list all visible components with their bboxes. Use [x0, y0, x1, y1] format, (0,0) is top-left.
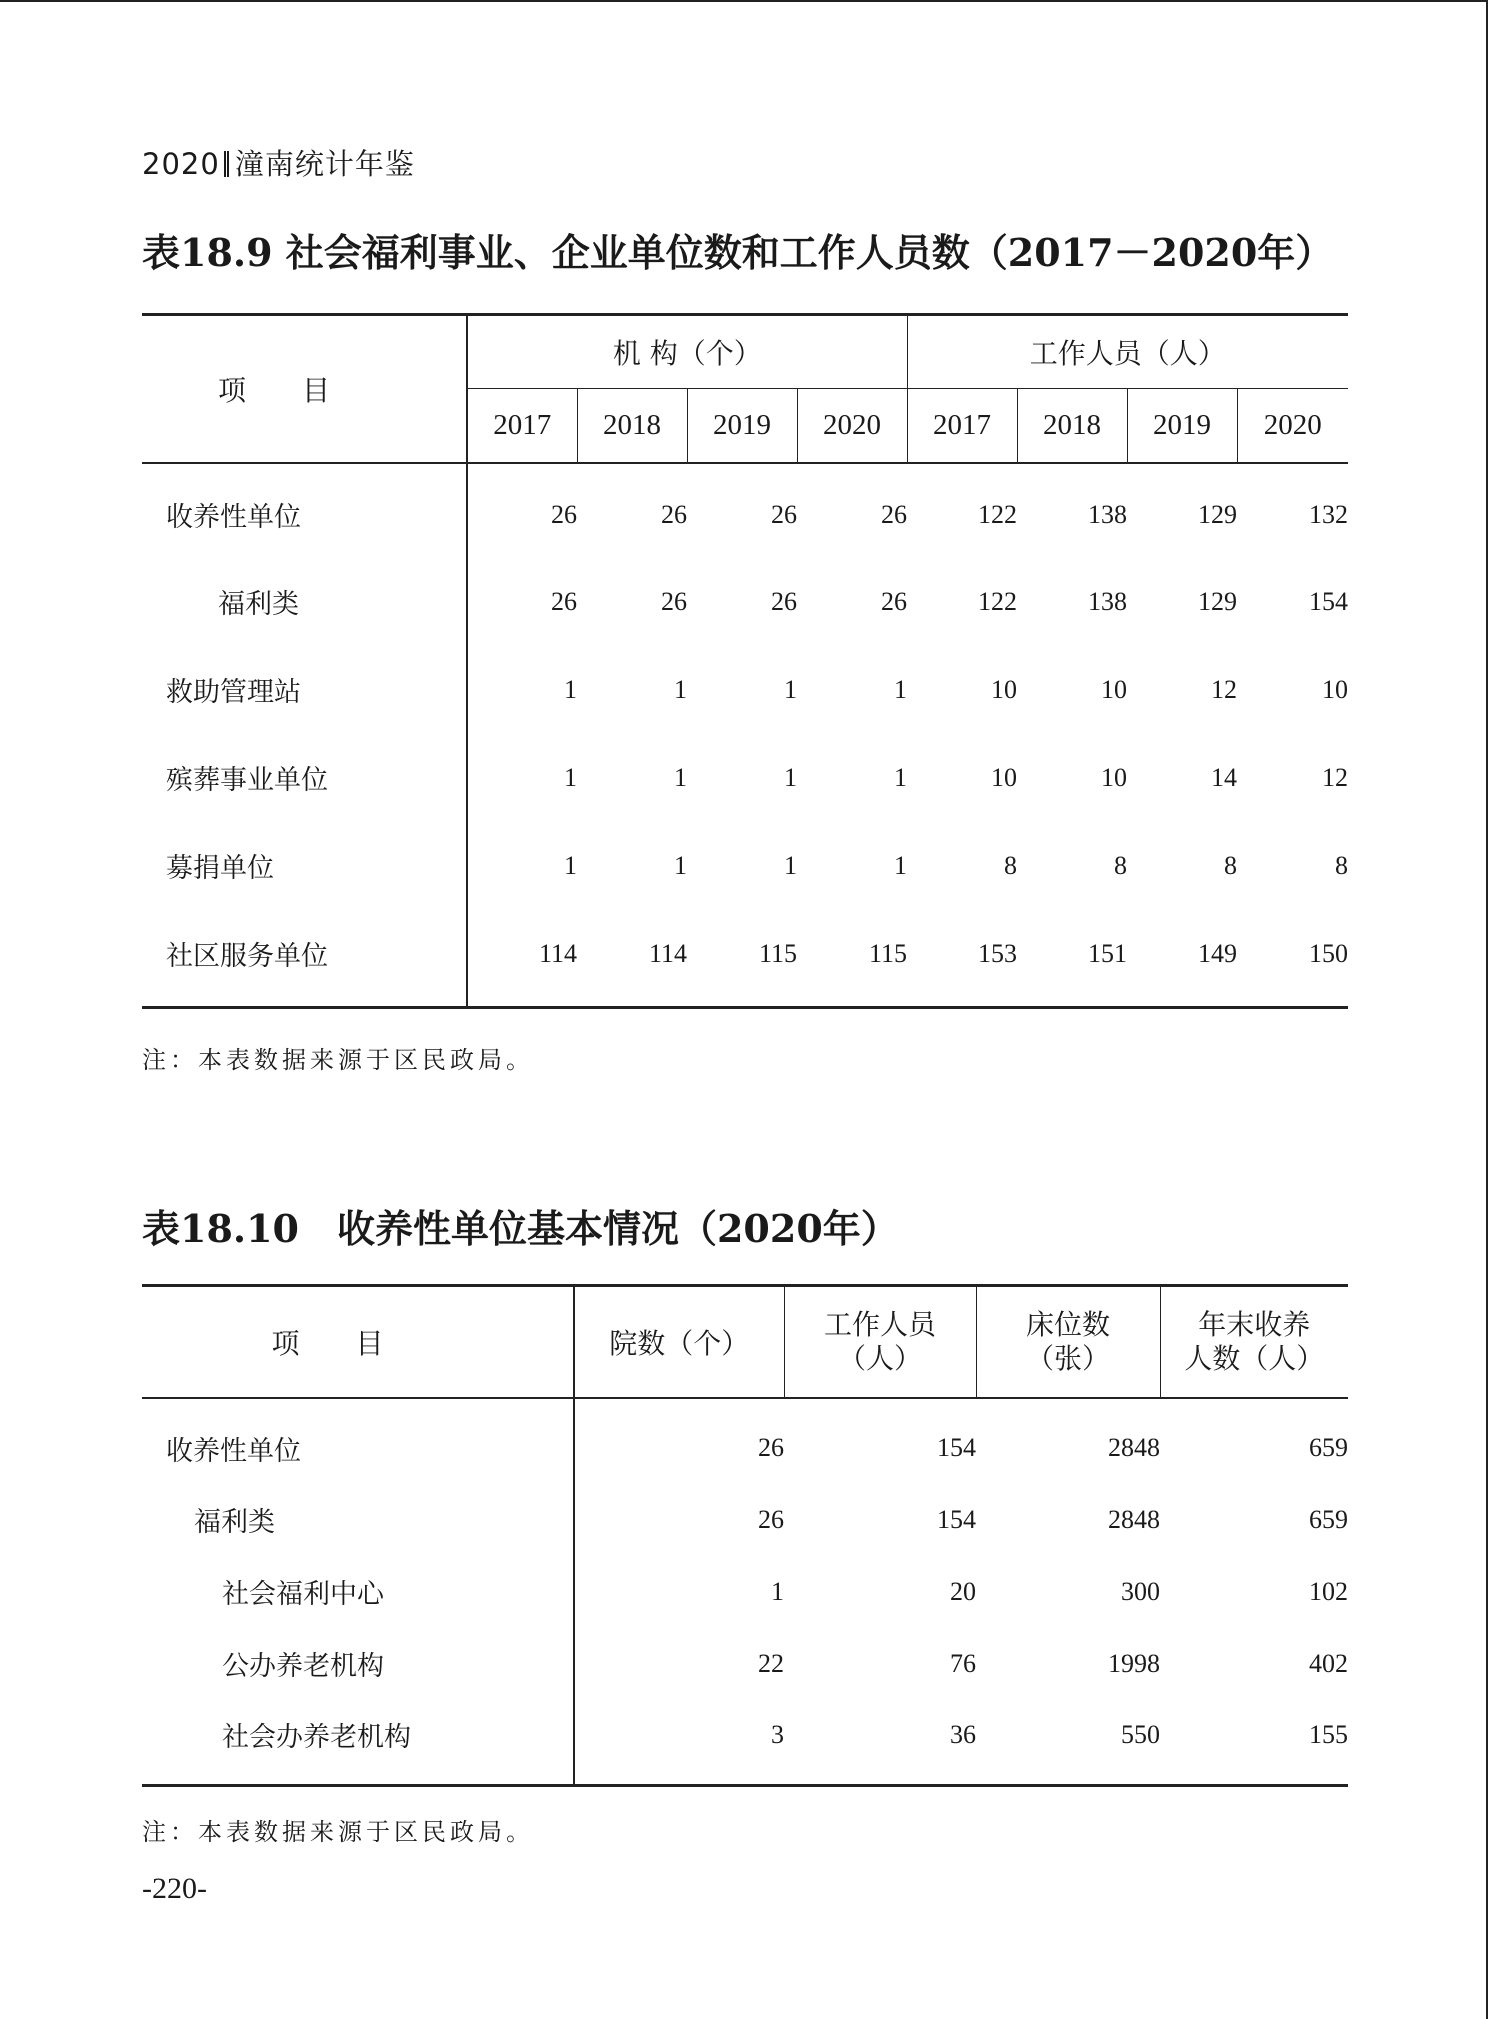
table1-year: 2020 — [797, 389, 907, 463]
table2-cell: 22 — [758, 1648, 784, 1678]
table1-cell: 1 — [784, 674, 797, 704]
table2-row-label: 社会办养老机构 — [142, 1700, 574, 1786]
page-number: -220- — [142, 1872, 207, 1905]
table1-cell: 115 — [797, 910, 907, 1008]
table2-col-staff — [784, 1286, 976, 1398]
table1-cell: 8 — [1335, 850, 1349, 880]
table1-cell: 1 — [894, 850, 908, 880]
table1-cell: 26 — [881, 586, 908, 616]
table1-row — [142, 463, 1348, 558]
table1-row-label: 募捐单位 — [142, 822, 467, 910]
table1-cell: 115 — [687, 910, 797, 1008]
table1 — [142, 313, 1348, 1009]
table1-cell: 122 — [978, 586, 1018, 616]
table1-row-label: 社区服务单位 — [142, 910, 467, 1008]
table2-cell: 154 — [937, 1504, 976, 1534]
table1-cell: 26 — [771, 499, 797, 529]
table2-col-staff-line2: （人） — [837, 1341, 922, 1375]
table1-row-label: 救助管理站 — [142, 646, 467, 734]
table2-col-staff-line1: 工作人员 — [823, 1307, 936, 1341]
table1-group-institutions: 机 构（个） — [467, 315, 907, 389]
table2-title: 表18.10 收养性单位基本情况（2020年） — [142, 1206, 899, 1251]
table1-cell: 26 — [881, 499, 908, 529]
table2-col-beds — [976, 1286, 1160, 1398]
table1-cell: 10 — [1322, 674, 1349, 704]
table1-cell: 1 — [564, 850, 577, 880]
table2-col-residents — [1160, 1286, 1348, 1398]
table1-cell: 26 — [551, 499, 577, 529]
table2-cell: 1 — [771, 1576, 784, 1606]
table1-year: 2019 — [687, 389, 797, 463]
table1-cell: 26 — [661, 586, 687, 616]
table2-cell: 26 — [758, 1504, 784, 1534]
table1-cell: 129 — [1198, 499, 1238, 529]
table1-cell: 1 — [784, 762, 797, 792]
table2-cell: 76 — [950, 1648, 976, 1678]
table2-cell: 155 — [1160, 1700, 1348, 1786]
table2-cell: 659 — [1309, 1433, 1348, 1462]
table2-col-count: 院数（个） — [574, 1286, 784, 1398]
table2-row — [142, 1628, 1348, 1700]
table2-row — [142, 1556, 1348, 1628]
table2-col-residents-line2: 人数（人） — [1184, 1341, 1325, 1375]
table1-cell: 8 — [1004, 850, 1018, 880]
table1-cell: 149 — [1127, 910, 1237, 1008]
table1-row-label: 收养性单位 — [142, 463, 467, 558]
table2-item-header: 项 目 — [142, 1286, 574, 1398]
table1-row — [142, 822, 1348, 910]
table2-cell: 300 — [1121, 1576, 1160, 1606]
table2-cell: 3 — [574, 1700, 784, 1786]
table2-cell: 26 — [758, 1433, 784, 1462]
table1-cell: 1 — [564, 762, 577, 792]
table1-cell: 154 — [1309, 586, 1349, 616]
table1-cell: 10 — [1101, 674, 1128, 704]
table2-row — [142, 1398, 1348, 1484]
table1-cell: 8 — [1224, 850, 1238, 880]
table1-cell: 1 — [674, 674, 687, 704]
table1-year: 2018 — [577, 389, 687, 463]
table1-cell: 26 — [661, 499, 687, 529]
table1-cell: 1 — [894, 674, 908, 704]
table1-year: 2017 — [467, 389, 577, 463]
table2-row-label: 福利类 — [142, 1484, 574, 1556]
table1-cell: 122 — [978, 499, 1018, 529]
table1-year: 2017 — [907, 389, 1017, 463]
table1-cell: 14 — [1211, 762, 1238, 792]
table2-col-residents-line1: 年末收养 — [1198, 1307, 1311, 1341]
table1-cell: 26 — [551, 586, 577, 616]
table1-cell: 10 — [991, 674, 1018, 704]
table1-group-staff: 工作人员（人） — [907, 315, 1348, 389]
table2-cell: 102 — [1309, 1576, 1348, 1606]
table1-cell: 1 — [674, 762, 687, 792]
table1-cell: 1 — [674, 850, 687, 880]
table2-cell: 2848 — [1108, 1504, 1160, 1534]
table1-year: 2018 — [1017, 389, 1127, 463]
table2-cell: 402 — [1309, 1648, 1348, 1678]
table2 — [142, 1284, 1348, 1787]
table1-cell: 26 — [771, 586, 797, 616]
table2-row-label: 公办养老机构 — [142, 1628, 574, 1700]
table1-title: 表18.9 社会福利事业、企业单位数和工作人员数（2017－2020年） — [142, 230, 1334, 275]
table1-year: 2019 — [1127, 389, 1237, 463]
top-border — [0, 0, 1488, 2]
table1-cell: 153 — [907, 910, 1017, 1008]
table2-cell: 550 — [976, 1700, 1160, 1786]
table1-year: 2020 — [1237, 389, 1348, 463]
table2-row — [142, 1484, 1348, 1556]
table2-cell: 36 — [784, 1700, 976, 1786]
table1-note: 注：本表数据来源于区民政局。 — [142, 1046, 534, 1074]
table2-cell: 20 — [950, 1576, 976, 1606]
table1-cell: 8 — [1114, 850, 1128, 880]
table2-cell: 1998 — [1108, 1648, 1160, 1678]
table1-item-header: 项 目 — [142, 315, 467, 463]
table1-cell: 114 — [577, 910, 687, 1008]
running-head-year: 2020 — [142, 147, 220, 181]
table2-col-beds-line1: 床位数 — [1025, 1307, 1110, 1341]
table1-cell: 138 — [1088, 586, 1128, 616]
table1-row-label: 殡葬事业单位 — [142, 734, 467, 822]
table1-cell: 1 — [784, 850, 797, 880]
table2-note: 注：本表数据来源于区民政局。 — [142, 1818, 534, 1846]
table1-cell: 12 — [1322, 762, 1349, 792]
table1-row — [142, 734, 1348, 822]
table1-cell: 1 — [894, 762, 908, 792]
table1-cell: 10 — [991, 762, 1018, 792]
table2-row-label: 社会福利中心 — [142, 1556, 574, 1628]
table1-cell: 151 — [1017, 910, 1127, 1008]
table1-cell: 138 — [1088, 499, 1128, 529]
table1-cell: 114 — [467, 910, 577, 1008]
table1-cell: 12 — [1211, 674, 1238, 704]
table2-row — [142, 1700, 1348, 1786]
running-head-book: 潼南统计年鉴 — [234, 147, 415, 181]
table1-row — [142, 910, 1348, 1008]
table1-row — [142, 558, 1348, 646]
table1-cell: 150 — [1237, 910, 1348, 1008]
table1-cell: 132 — [1309, 499, 1349, 529]
running-head — [142, 142, 415, 183]
running-head-separator — [224, 151, 229, 177]
table2-cell: 659 — [1309, 1504, 1348, 1534]
table1-row-label: 福利类 — [142, 558, 467, 646]
table2-row-label: 收养性单位 — [142, 1398, 574, 1484]
table1-cell: 129 — [1198, 586, 1238, 616]
table1-cell: 1 — [564, 674, 577, 704]
table1-row — [142, 646, 1348, 734]
table2-cell: 2848 — [1108, 1433, 1160, 1462]
table1-cell: 10 — [1101, 762, 1128, 792]
table2-col-beds-line2: （张） — [1025, 1341, 1110, 1375]
table2-cell: 154 — [937, 1433, 976, 1462]
